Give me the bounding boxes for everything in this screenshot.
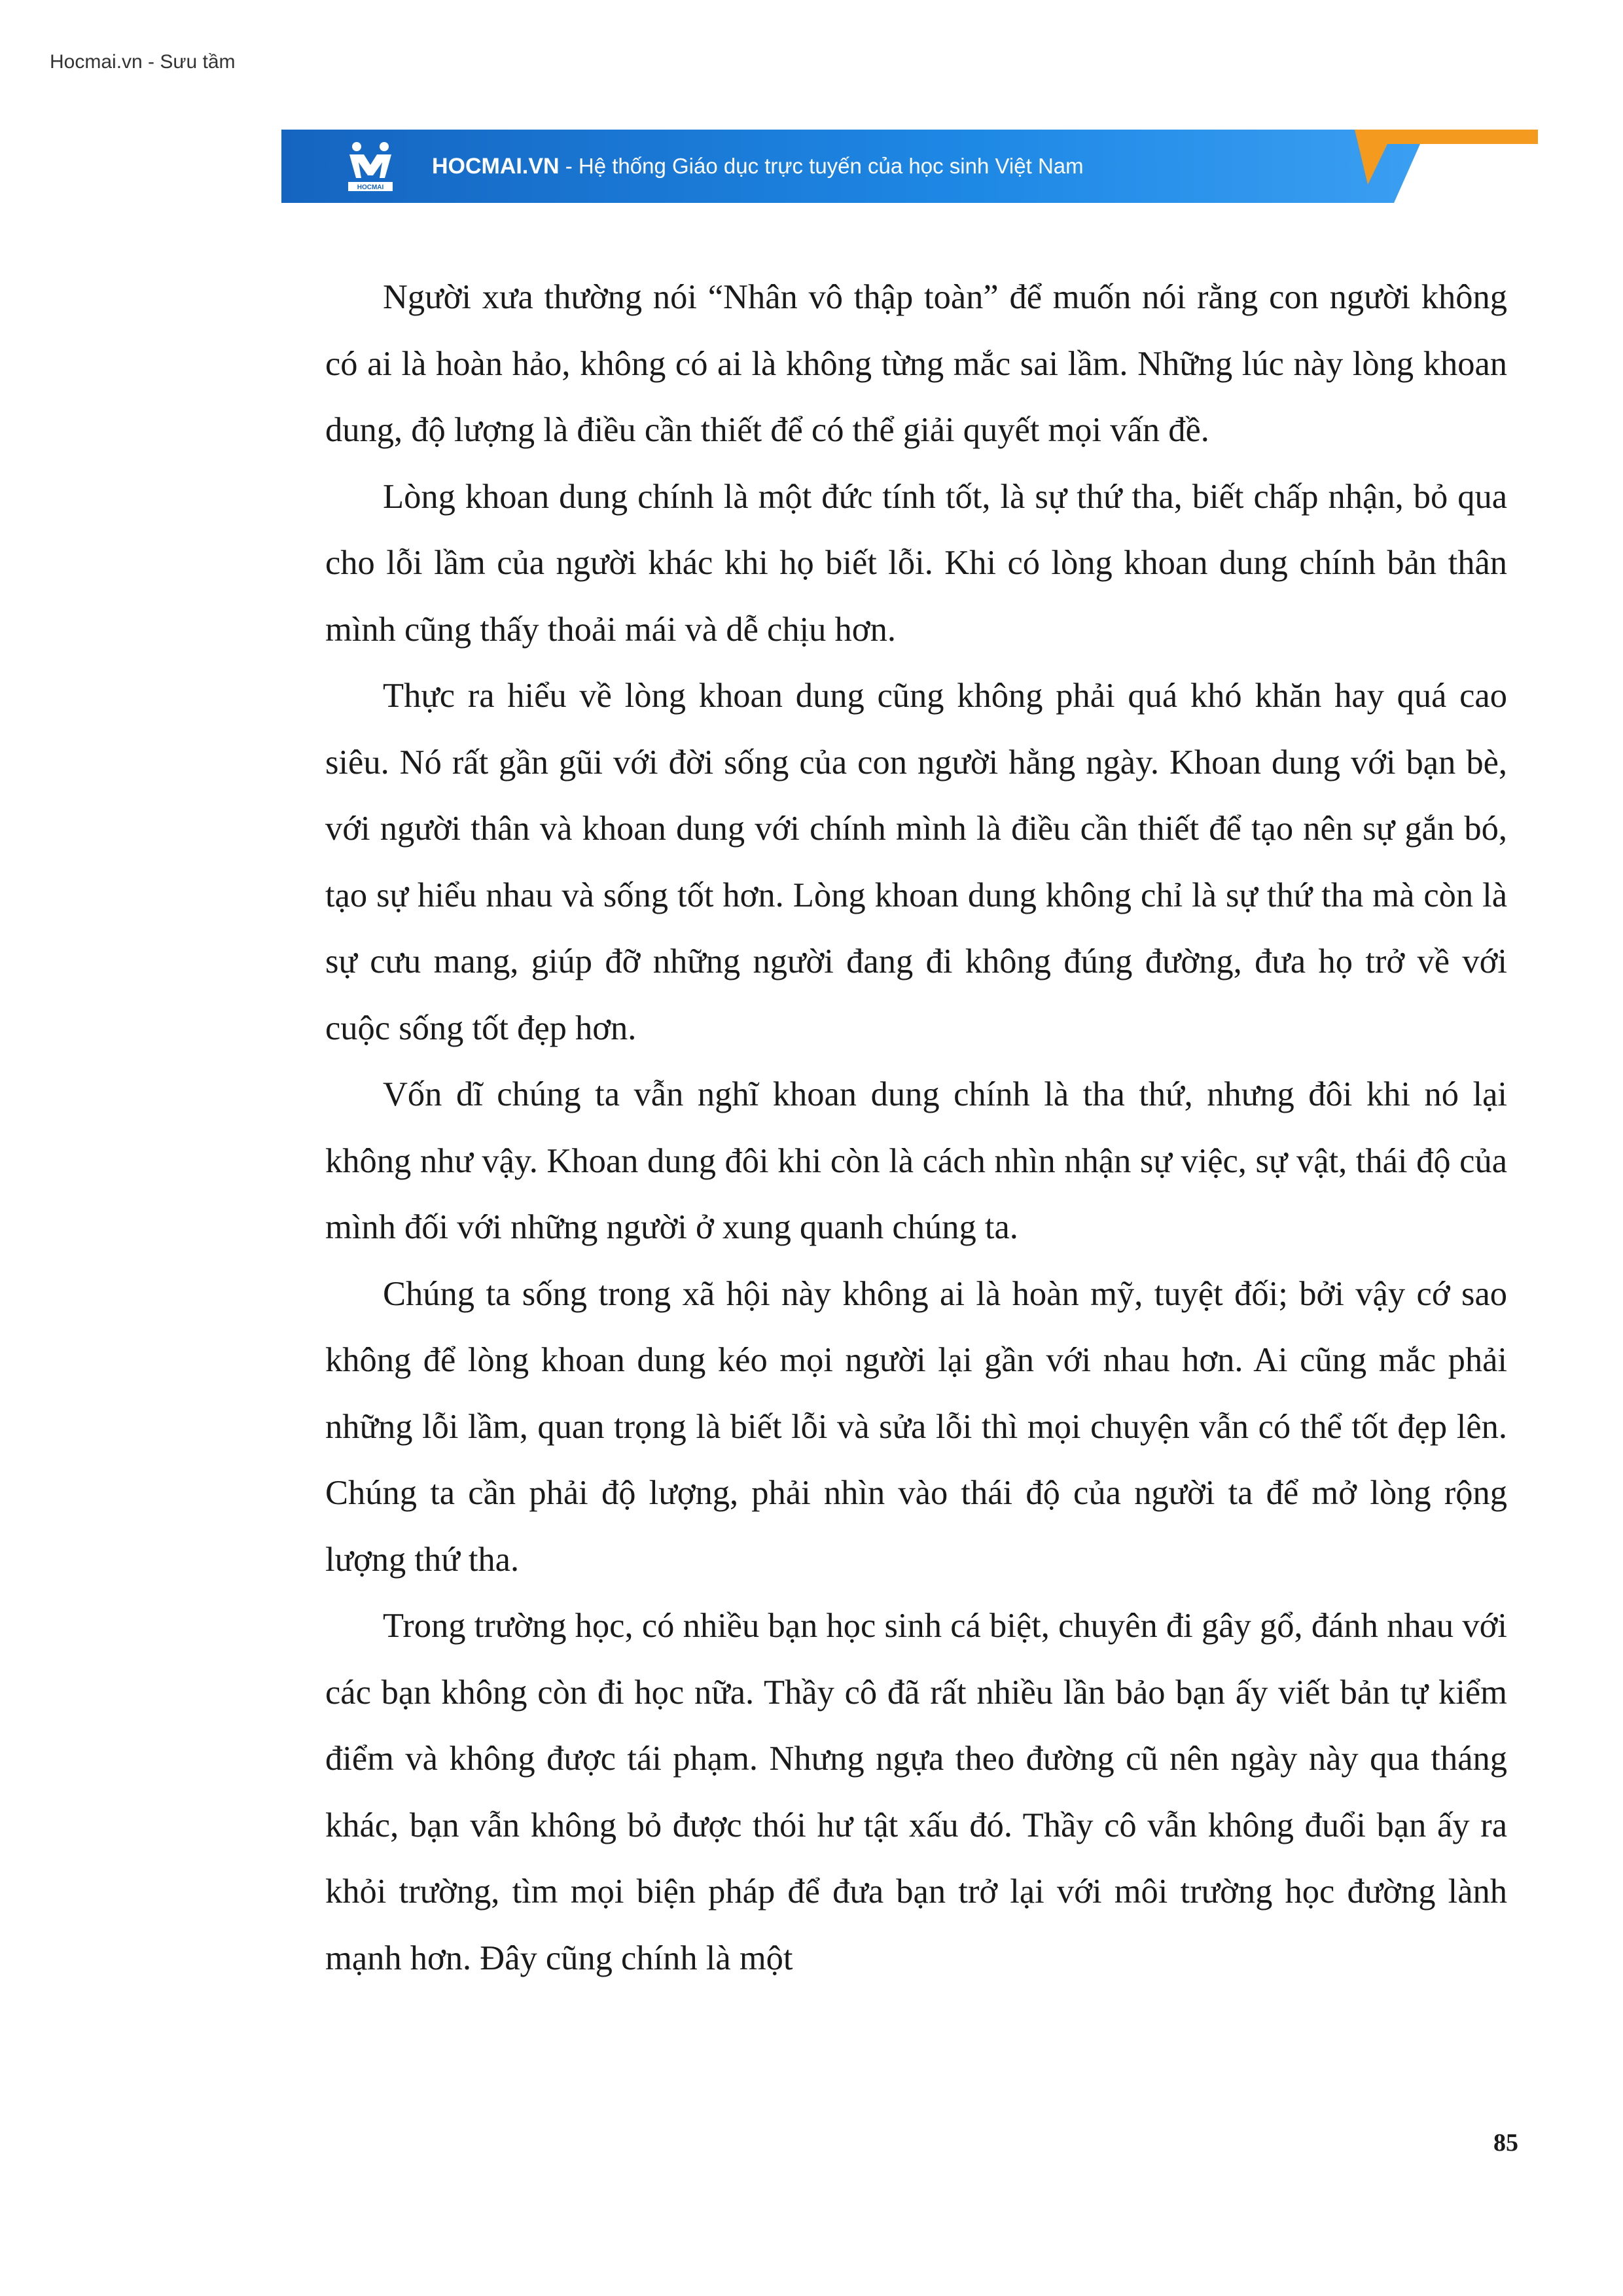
banner-title	[432, 130, 1084, 203]
hocmai-logo-icon	[346, 139, 395, 194]
page-number: 85	[1493, 2129, 1518, 2157]
brand-name: HOCMAI.VN	[432, 154, 560, 179]
paragraph: Người xưa thường nói “Nhân vô thập toàn” để muốn nói rằng con người không có ai là hoàn hảo, không có ai là không từng mắc sai lầm. Những lúc này lòng khoan dung, độ lượng là điều cần thiết để có thể giải quyết mọi vấn đề.	[325, 278, 1507, 449]
paragraph: Trong trường học, có nhiều bạn học sinh cá biệt, chuyên đi gây gổ, đánh nhau với các bạn không còn đi học nữa. Thầy cô đã rất nhiều lần bảo bạn ấy viết bản tự kiểm điểm và không được tái phạm. Nhưng ngựa theo đường cũ nên ngày này qua tháng khác, bạn vẫn không bỏ được thói hư tật xấu đó. Thầy cô vẫn không đuổi bạn ấy ra khỏi trường, tìm mọi biện pháp để đưa bạn trở lại với môi trường học đường lành mạnh hơn. Đây cũng chính là một	[325, 1607, 1507, 1977]
svg-text:HOCMAI: HOCMAI	[357, 184, 384, 191]
banner-tagline: - Hệ thống Giáo dục trực tuyến của học sinh Việt Nam	[559, 154, 1084, 178]
paragraph: Chúng ta sống trong xã hội này không ai là hoàn mỹ, tuyệt đối; bởi vậy cớ sao không để lòng khoan dung kéo mọi người lại gần với nhau hơn. Ai cũng mắc phải những lỗi lầm, quan trọng là biết lỗi và sửa lỗi thì mọi chuyện vẫn có thể tốt đẹp lên. Chúng ta cần phải độ lượng, phải nhìn vào thái độ của người ta để mở lòng rộng lượng thứ tha.	[325, 1274, 1507, 1579]
paragraph: Vốn dĩ chúng ta vẫn nghĩ khoan dung chính là tha thứ, nhưng đôi khi nó lại không như vậy. Khoan dung đôi khi còn là cách nhìn nhận sự việc, sự vật, thái độ của mình đối với những người ở xung quanh chúng ta.	[325, 1075, 1507, 1246]
source-note: Hocmai.vn - Sưu tầm	[50, 51, 236, 73]
main-text	[325, 264, 1507, 1992]
paragraph: Thực ra hiểu về lòng khoan dung cũng không phải quá khó khăn hay quá cao siêu. Nó rất gần gũi với đời sống của con người hằng ngày. Khoan dung với bạn bè, với người thân và khoan dung với chính mình là điều cần thiết để tạo nên sự gắn bó, tạo sự hiểu nhau và sống tốt hơn. Lòng khoan dung không chỉ là sự thứ tha mà còn là sự cưu mang, giúp đỡ những người đang đi không đúng đường, đưa họ trở về với cuộc sống tốt đẹp hơn.	[325, 677, 1507, 1047]
header-banner	[281, 130, 1538, 203]
paragraph: Lòng khoan dung chính là một đức tính tốt, là sự thứ tha, biết chấp nhận, bỏ qua cho lỗi lầm của người khác khi họ biết lỗi. Khi có lòng khoan dung chính bản thân mình cũng thấy thoải mái và dễ chịu hơn.	[325, 477, 1507, 649]
